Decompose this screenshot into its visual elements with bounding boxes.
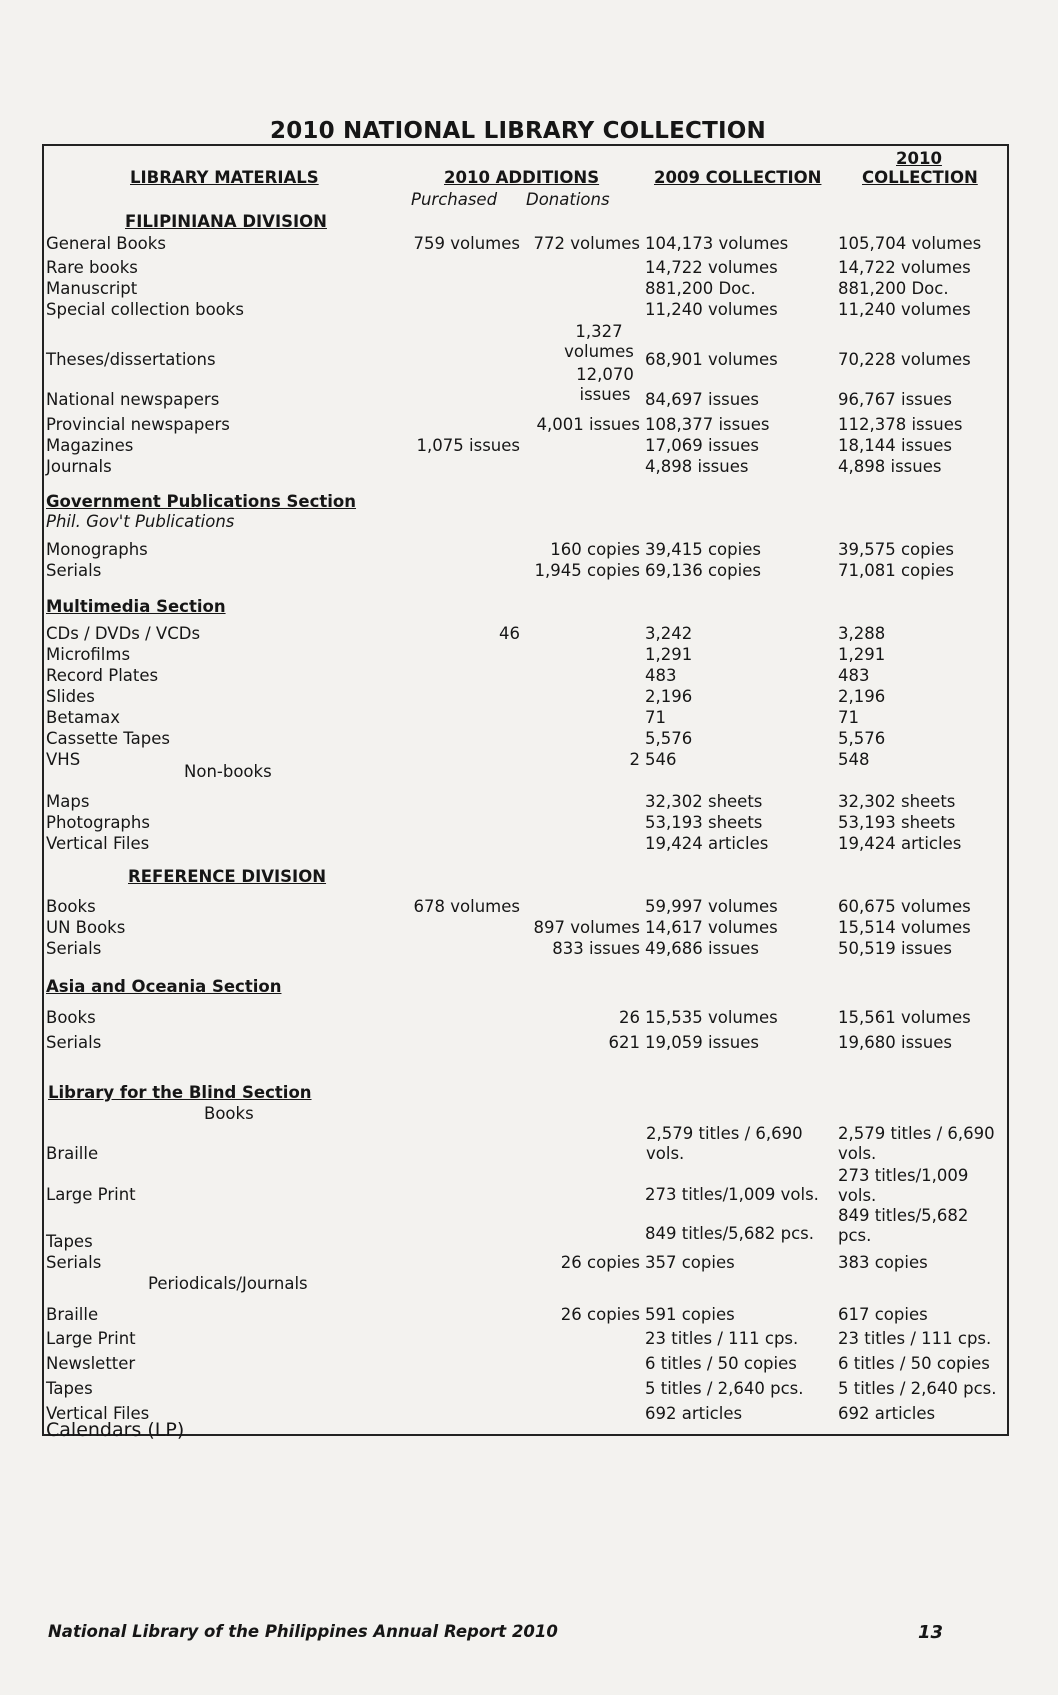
collection-2010-value: 483 bbox=[838, 666, 870, 685]
collection-2010-value: 692 articles bbox=[838, 1404, 936, 1423]
donations-value: 26 copies bbox=[560, 1253, 640, 1272]
donations-value: 1,327 volumes bbox=[564, 322, 634, 361]
donations-value: 621 bbox=[608, 1033, 640, 1052]
collection-2010-value: 96,767 issues bbox=[838, 390, 952, 409]
collection-2010-value: 19,680 issues bbox=[838, 1033, 952, 1052]
collection-2009-value: 15,535 volumes bbox=[645, 1008, 778, 1027]
row-label: Books bbox=[46, 1008, 96, 1027]
collection-2010-value: 14,722 volumes bbox=[838, 258, 971, 277]
collection-2009-value: 23 titles / 111 cps. bbox=[645, 1329, 799, 1348]
collection-2009-value: 3,242 bbox=[645, 624, 693, 643]
row-label: National newspapers bbox=[46, 390, 220, 409]
row-label: Provincial newspapers bbox=[46, 415, 230, 434]
header-2009-collection: 2009 COLLECTION bbox=[654, 168, 822, 187]
collection-2009-value: 2,196 bbox=[645, 687, 693, 706]
row-label: Serials bbox=[46, 1033, 102, 1052]
header-2010-additions: 2010 ADDITIONS bbox=[444, 168, 600, 187]
collection-2009-value: 39,415 copies bbox=[645, 540, 761, 559]
collection-2009-value: 6 titles / 50 copies bbox=[645, 1354, 797, 1373]
subsection-periodicals-journals: Periodicals/Journals bbox=[148, 1274, 308, 1293]
collection-2009-value: 14,722 volumes bbox=[645, 258, 778, 277]
collection-2009-value: 32,302 sheets bbox=[645, 792, 763, 811]
collection-2009-value: 84,697 issues bbox=[645, 390, 759, 409]
row-label: General Books bbox=[46, 234, 166, 253]
subsection-blind-books: Books bbox=[204, 1104, 254, 1123]
section-asia-oceania: Asia and Oceania Section bbox=[46, 977, 282, 996]
collection-2010-value: 849 titles/5,682 pcs. bbox=[838, 1206, 969, 1245]
collection-2009-value: 849 titles/5,682 pcs. bbox=[645, 1224, 815, 1243]
donations-value: 2 bbox=[629, 750, 640, 769]
header-2010-year: 2010 bbox=[896, 149, 942, 168]
section-multimedia: Multimedia Section bbox=[46, 597, 226, 616]
row-label: Record Plates bbox=[46, 666, 159, 685]
donations-value: 772 volumes bbox=[533, 234, 640, 253]
collection-2010-value: 11,240 volumes bbox=[838, 300, 971, 319]
collection-2010-value: 15,561 volumes bbox=[838, 1008, 971, 1027]
collection-2010-value: 39,575 copies bbox=[838, 540, 954, 559]
row-label: Tapes bbox=[46, 1379, 93, 1398]
donations-value: 12,070 issues bbox=[576, 365, 634, 404]
collection-2009-value: 483 bbox=[645, 666, 677, 685]
subsection-phil-govt-publications: Phil. Gov't Publications bbox=[46, 512, 235, 531]
collection-2010-value: 50,519 issues bbox=[838, 939, 952, 958]
collection-2009-value: 17,069 issues bbox=[645, 436, 759, 455]
collection-2009-value: 19,059 issues bbox=[645, 1033, 759, 1052]
collection-2009-value: 53,193 sheets bbox=[645, 813, 763, 832]
header-purchased: Purchased bbox=[411, 190, 498, 209]
purchased-value: 1,075 issues bbox=[416, 436, 520, 455]
row-label: VHS bbox=[46, 750, 81, 769]
collection-2010-value: 19,424 articles bbox=[838, 834, 962, 853]
collection-2010-value: 105,704 volumes bbox=[838, 234, 982, 253]
collection-2010-value: 32,302 sheets bbox=[838, 792, 956, 811]
row-label: Photographs bbox=[46, 813, 150, 832]
row-label: UN Books bbox=[46, 918, 126, 937]
section-filipiniana: FILIPINIANA DIVISION bbox=[125, 212, 327, 231]
row-label: Newsletter bbox=[46, 1354, 136, 1373]
collection-2009-value: 14,617 volumes bbox=[645, 918, 778, 937]
row-label: Microfilms bbox=[46, 645, 131, 664]
donations-value: 160 copies bbox=[550, 540, 640, 559]
donations-value: 26 bbox=[619, 1008, 640, 1027]
collection-2010-value: 881,200 Doc. bbox=[838, 279, 949, 298]
collection-2009-value: 69,136 copies bbox=[645, 561, 761, 580]
section-government-publications: Government Publications Section bbox=[46, 492, 357, 511]
collection-2009-value: 49,686 issues bbox=[645, 939, 759, 958]
collection-2010-value: 617 copies bbox=[838, 1305, 928, 1324]
section-library-for-the-blind: Library for the Blind Section bbox=[48, 1083, 312, 1102]
row-label: Manuscript bbox=[46, 279, 138, 298]
collection-2009-value: 19,424 articles bbox=[645, 834, 769, 853]
row-label: Braille bbox=[46, 1144, 99, 1163]
collection-2010-value: 6 titles / 50 copies bbox=[838, 1354, 990, 1373]
collection-2009-value: 104,173 volumes bbox=[645, 234, 789, 253]
subsection-non-books: Non-books bbox=[184, 762, 272, 781]
collection-2010-value: 2,579 titles / 6,690 vols. bbox=[838, 1124, 995, 1163]
collection-2010-value: 5,576 bbox=[838, 729, 886, 748]
collection-2009-value: 5 titles / 2,640 pcs. bbox=[645, 1379, 804, 1398]
row-label: Tapes bbox=[46, 1232, 93, 1251]
purchased-value: 46 bbox=[499, 624, 520, 643]
collection-2009-value: 71 bbox=[645, 708, 666, 727]
collection-2010-value: 53,193 sheets bbox=[838, 813, 956, 832]
collection-2009-value: 2,579 titles / 6,690 vols. bbox=[646, 1124, 803, 1163]
collection-2010-value: 5 titles / 2,640 pcs. bbox=[838, 1379, 997, 1398]
row-label: Vertical Files bbox=[46, 1404, 150, 1423]
row-label: Books bbox=[46, 897, 96, 916]
donations-value: 4,001 issues bbox=[536, 415, 640, 434]
section-reference-division: REFERENCE DIVISION bbox=[128, 867, 327, 886]
row-label: Betamax bbox=[46, 708, 121, 727]
row-label: Special collection books bbox=[46, 300, 244, 319]
collection-2009-value: 881,200 Doc. bbox=[645, 279, 756, 298]
row-label: CDs / DVDs / VCDs bbox=[46, 624, 201, 643]
collection-2010-value: 2,196 bbox=[838, 687, 886, 706]
purchased-value: 678 volumes bbox=[413, 897, 520, 916]
collection-2009-value: 692 articles bbox=[645, 1404, 743, 1423]
row-label: Theses/dissertations bbox=[46, 350, 216, 369]
collection-2010-value: 273 titles/1,009 vols. bbox=[838, 1166, 969, 1205]
collection-2009-value: 5,576 bbox=[645, 729, 693, 748]
collection-2010-value: 70,228 volumes bbox=[838, 350, 971, 369]
row-label: Large Print bbox=[46, 1329, 136, 1348]
row-label: Serials bbox=[46, 1253, 102, 1272]
row-label: Cassette Tapes bbox=[46, 729, 170, 748]
donations-value: 1,945 copies bbox=[534, 561, 640, 580]
collection-2009-value: 273 titles/1,009 vols. bbox=[645, 1185, 819, 1204]
collection-2009-value: 59,997 volumes bbox=[645, 897, 778, 916]
donations-value: 26 copies bbox=[560, 1305, 640, 1324]
row-label: Journals bbox=[46, 457, 112, 476]
row-label: Slides bbox=[46, 687, 95, 706]
collection-2010-value: 15,514 volumes bbox=[838, 918, 971, 937]
row-label: Maps bbox=[46, 792, 90, 811]
donations-value: 833 issues bbox=[552, 939, 640, 958]
collection-2010-value: 112,378 issues bbox=[838, 415, 963, 434]
collection-2010-value: 1,291 bbox=[838, 645, 886, 664]
collection-2009-value: 11,240 volumes bbox=[645, 300, 778, 319]
collection-2010-value: 4,898 issues bbox=[838, 457, 942, 476]
collection-2010-value: 71,081 copies bbox=[838, 561, 954, 580]
row-label: Serials bbox=[46, 939, 102, 958]
collection-2009-value: 68,901 volumes bbox=[645, 350, 778, 369]
row-label: Calendars (LP) bbox=[46, 1419, 185, 1441]
collection-2010-value: 548 bbox=[838, 750, 870, 769]
collection-2010-value: 18,144 issues bbox=[838, 436, 952, 455]
collection-2009-value: 108,377 issues bbox=[645, 415, 770, 434]
page-title: 2010 NATIONAL LIBRARY COLLECTION bbox=[270, 118, 766, 144]
row-label: Braille bbox=[46, 1305, 99, 1324]
page-number: 13 bbox=[918, 1622, 944, 1643]
header-2010-collection: COLLECTION bbox=[862, 168, 978, 187]
row-label: Monographs bbox=[46, 540, 148, 559]
donations-value: 897 volumes bbox=[533, 918, 640, 937]
collection-2009-value: 4,898 issues bbox=[645, 457, 749, 476]
row-label: Magazines bbox=[46, 436, 134, 455]
collection-2010-value: 3,288 bbox=[838, 624, 886, 643]
collection-2009-value: 546 bbox=[645, 750, 677, 769]
header-library-materials: LIBRARY MATERIALS bbox=[130, 168, 319, 187]
collection-2010-value: 23 titles / 111 cps. bbox=[838, 1329, 992, 1348]
row-label: Rare books bbox=[46, 258, 138, 277]
collection-2010-value: 60,675 volumes bbox=[838, 897, 971, 916]
row-label: Serials bbox=[46, 561, 102, 580]
row-label: Large Print bbox=[46, 1185, 136, 1204]
purchased-value: 759 volumes bbox=[413, 234, 520, 253]
report-footer: National Library of the Philippines Annual Report 2010 bbox=[48, 1622, 558, 1641]
collection-2009-value: 1,291 bbox=[645, 645, 693, 664]
collection-2010-value: 71 bbox=[838, 708, 859, 727]
collection-2009-value: 591 copies bbox=[645, 1305, 735, 1324]
collection-2009-value: 357 copies bbox=[645, 1253, 735, 1272]
row-label: Vertical Files bbox=[46, 834, 150, 853]
header-donations: Donations bbox=[526, 190, 610, 209]
collection-2010-value: 383 copies bbox=[838, 1253, 928, 1272]
